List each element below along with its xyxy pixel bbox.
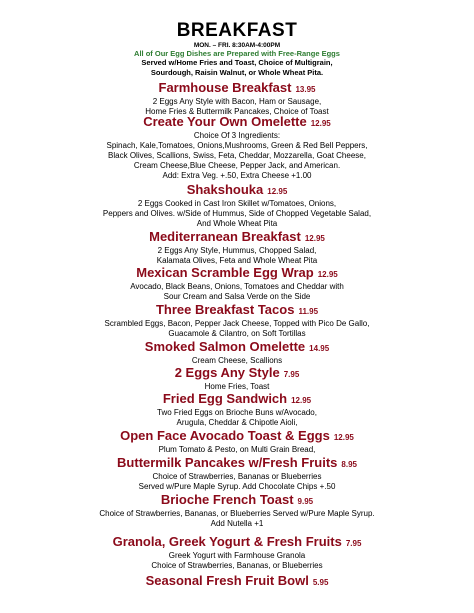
item-price: 12.95 bbox=[333, 433, 354, 442]
menu-item bbox=[0, 339, 474, 366]
item-price: 7.95 bbox=[283, 370, 300, 379]
served-with-note bbox=[0, 58, 474, 77]
item-name: Farmhouse Breakfast bbox=[158, 80, 292, 95]
item-desc-line: Two Fried Eggs on Brioche Buns w/Avocado, bbox=[157, 408, 317, 417]
item-price: 7.95 bbox=[345, 539, 362, 548]
item-desc-line: Add: Extra Veg. +.50, Extra Cheese +1.00 bbox=[162, 171, 312, 180]
item-desc-line: Home Fries & Buttermilk Pancakes, Choice of Toast bbox=[145, 107, 329, 116]
item-price: 13.95 bbox=[295, 85, 316, 94]
item-price: 12.95 bbox=[291, 396, 312, 405]
item-desc-line: Spinach, Kale,Tomatoes, Onions,Mushrooms, Green & Red Bell Peppers, bbox=[106, 141, 368, 150]
item-desc-line: 2 Eggs Cooked in Cast Iron Skillet w/Tomatoes, Onions, bbox=[137, 199, 337, 208]
item-desc-line: Plum Tomato & Pesto, on Multi Grain Bread, bbox=[158, 445, 316, 454]
item-desc-line: Cream Cheese,Blue Cheese, Pepper Jack, and American. bbox=[133, 161, 341, 170]
item-name: Create Your Own Omelette bbox=[143, 114, 307, 129]
item-name: Mexican Scramble Egg Wrap bbox=[136, 265, 314, 280]
menu-item bbox=[0, 229, 474, 266]
item-price: 9.95 bbox=[297, 497, 314, 506]
item-price: 5.95 bbox=[312, 578, 329, 587]
item-price: 11.95 bbox=[298, 307, 319, 316]
menu-title: BREAKFAST bbox=[176, 20, 298, 41]
item-price: 12.95 bbox=[304, 234, 325, 243]
item-desc-line: Kalamata Olives, Feta and Whole Wheat Pita bbox=[156, 256, 318, 265]
item-name: 2 Eggs Any Style bbox=[174, 365, 280, 380]
item-price: 12.95 bbox=[310, 119, 331, 128]
menu-item bbox=[0, 80, 474, 117]
item-desc-line: Home Fries, Toast bbox=[204, 382, 270, 391]
menu-item bbox=[0, 534, 474, 571]
menu-item bbox=[0, 492, 474, 529]
item-name: Open Face Avocado Toast & Eggs bbox=[120, 428, 330, 443]
item-desc-line: 2 Eggs Any Style, Hummus, Chopped Salad, bbox=[157, 246, 317, 255]
item-desc-line: Cream Cheese, Scallions bbox=[191, 356, 283, 365]
item-name: Shakshouka bbox=[186, 182, 264, 197]
item-name: Mediterranean Breakfast bbox=[149, 229, 301, 244]
item-name: Brioche French Toast bbox=[160, 492, 294, 507]
item-desc-line: Choice of Strawberries, Bananas, or Blueberries Served w/Pure Maple Syrup. bbox=[99, 509, 375, 518]
item-desc-line: Choice of Strawberries, Bananas, or Blueberries bbox=[151, 561, 323, 570]
item-desc-line: Black Olives, Scallions, Swiss, Feta, Cheddar, Mozzarella, Goat Cheese, bbox=[108, 151, 366, 160]
free-range-note: All of Our Egg Dishes are Prepared with Free-Range Eggs bbox=[134, 49, 340, 58]
item-desc-line: Avocado, Black Beans, Onions, Tomatoes and Cheddar with bbox=[130, 282, 344, 291]
item-name: Granola, Greek Yogurt & Fresh Fruits bbox=[112, 534, 342, 549]
item-desc-line: Sour Cream and Salsa Verde on the Side bbox=[163, 292, 311, 301]
item-desc-line: 2 Eggs Any Style with Bacon, Ham or Sausage, bbox=[152, 97, 322, 106]
item-name: Buttermilk Pancakes w/Fresh Fruits bbox=[117, 455, 338, 470]
item-desc-line: Scrambled Eggs, Bacon, Pepper Jack Cheese, Topped with Pico De Gallo, bbox=[104, 319, 370, 328]
item-desc-line: Greek Yogurt with Farmhouse Granola bbox=[168, 551, 306, 560]
item-desc-line: Add Nutella +1 bbox=[210, 519, 264, 528]
served-note-line: Sourdough, Raisin Walnut, or Whole Wheat Pita. bbox=[150, 67, 324, 77]
item-desc-line: Served w/Pure Maple Syrup. Add Chocolate Chips +.50 bbox=[138, 482, 336, 491]
hours-line: MON. – FRI. 8:30AM-4:00PM bbox=[193, 42, 281, 49]
item-desc-line: Guacamole & Cilantro, on Soft Tortillas bbox=[168, 329, 306, 338]
item-name: Three Breakfast Tacos bbox=[155, 302, 295, 317]
menu-item bbox=[0, 365, 474, 392]
item-price: 12.95 bbox=[267, 187, 288, 196]
menu-item bbox=[0, 182, 474, 229]
item-desc-line: Choice of Strawberries, Bananas or Blueberries bbox=[152, 472, 322, 481]
menu-item bbox=[0, 391, 474, 428]
served-note-line: Served w/Home Fries and Toast, Choice of Multigrain, bbox=[141, 58, 333, 67]
menu-item bbox=[0, 302, 474, 339]
item-desc-line: Choice Of 3 Ingredients: bbox=[193, 131, 281, 140]
item-price: 12.95 bbox=[317, 270, 338, 279]
menu-item bbox=[0, 114, 474, 181]
item-desc-line: And Whole Wheat Pita bbox=[196, 219, 278, 228]
item-price: 14.95 bbox=[309, 344, 330, 353]
menu-item bbox=[0, 573, 474, 590]
item-name: Seasonal Fresh Fruit Bowl bbox=[145, 573, 309, 588]
item-name: Smoked Salmon Omelette bbox=[144, 339, 306, 354]
item-desc-line: Arugula, Cheddar & Chipotle Aioli, bbox=[176, 418, 298, 427]
menu-item bbox=[0, 265, 474, 302]
item-name: Fried Egg Sandwich bbox=[162, 391, 288, 406]
item-price: 8.95 bbox=[341, 460, 357, 469]
menu-item bbox=[0, 428, 474, 455]
menu-item bbox=[0, 455, 474, 492]
item-desc-line: Peppers and Olives. w/Side of Hummus, Side of Chopped Vegetable Salad, bbox=[102, 209, 372, 218]
